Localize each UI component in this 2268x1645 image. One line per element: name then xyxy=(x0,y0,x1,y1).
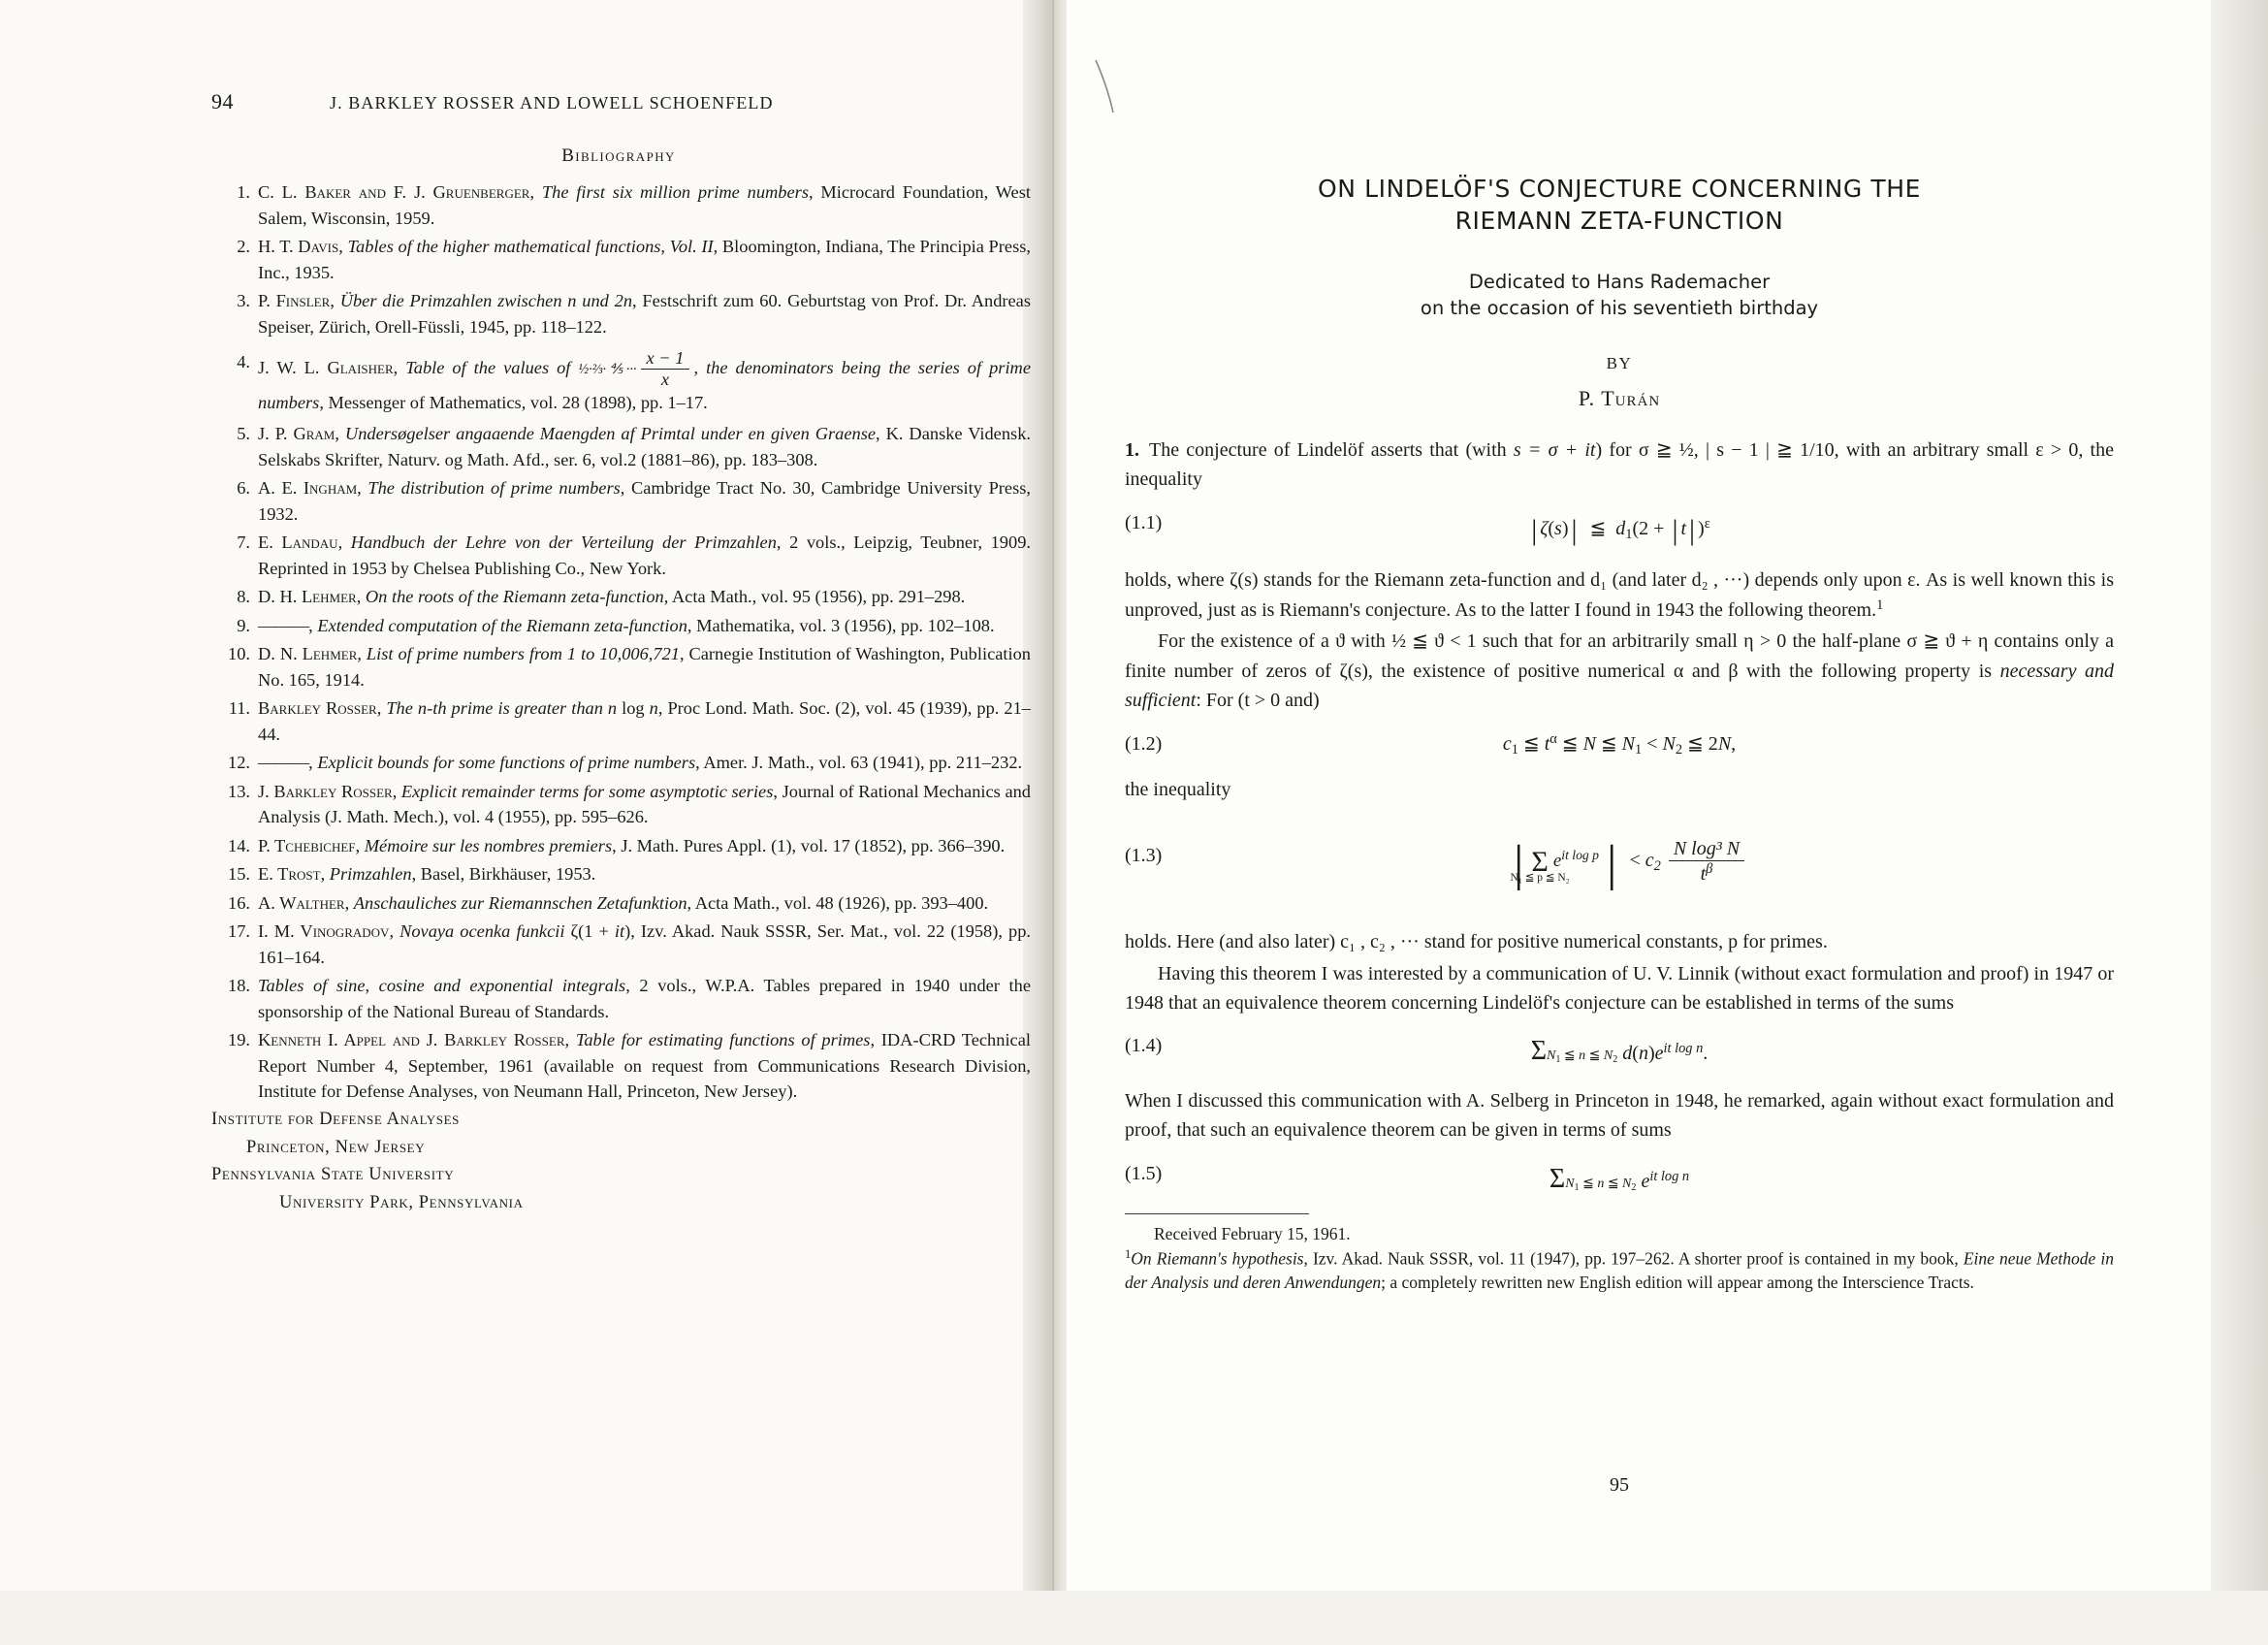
bibliography-entry: 9. ———, Extended computation of the Riemann zeta-function, Mathematika, vol. 3 (1956), pp. 102–108. xyxy=(211,613,1031,639)
bibliography-entry: 16. A. Walther, Anschauliches zur Riemannschen Zetafunktion, Acta Math., vol. 48 (1926), pp. 393–400. xyxy=(211,890,1031,917)
dedication-line2: on the occasion of his seventieth birthday xyxy=(1420,296,1819,319)
bibliography-entry-title-cont: , the denominators being the series of prime numbers xyxy=(258,358,1032,412)
bibliography-entry: 11. Barkley Rosser, The n-th prime is greater than n log n, Proc Lond. Math. Soc. (2), vol. 45 (1939), pp. 21–44. xyxy=(211,695,1031,747)
equation-1-5-body: $\Sigma N_1$ ≦ n ≦ $N_2$ $e^{it log n}$ xyxy=(1549,1163,1690,1194)
equation-1-3-fraction xyxy=(1669,838,1744,885)
page-number-left: 94 xyxy=(211,89,234,113)
equation-1-2-tag: (1.2) xyxy=(1125,732,1163,755)
bibliography-entry: 2. H. T. Davis, Tables of the higher mathematical functions, Vol. II, Bloomington, Indiana, The Principia Press, Inc., 1935. xyxy=(211,234,1031,285)
paragraph-1-text-a: The conjecture of Lindelöf asserts that (with xyxy=(1149,439,1507,462)
summation-limits: N₁ ≦ p ≦ N₂ xyxy=(1510,871,1570,884)
by-label: BY xyxy=(1606,353,1633,372)
affiliation-line: Institute for Defense Analyses xyxy=(211,1110,460,1129)
footnote-1-mark: 1 xyxy=(1125,1247,1132,1262)
article-title-line1: ON LINDELÖF'S CONJECTURE CONCERNING THE xyxy=(1317,175,1922,203)
paragraph-1-text-b: ) for σ ≧ ½, | s − 1 | ≧ 1/10, with an arbitrary small ε > 0, the inequality xyxy=(1125,439,2114,491)
bibliography-entry-number: 17. xyxy=(228,921,250,942)
bibliography-entry-4: 4. J. W. L. Glaisher, Table of the values of ½·⅔·⅘··· $\frac{x - 1}{x}$ , the denominators being the series of prime numbers, Messenger of Mathematics, vol. 28 (1898), pp. 1–17. xyxy=(211,349,1031,415)
paragraph-3-italic: necessary and sufficient xyxy=(1125,660,2115,712)
page-number-right: 95 xyxy=(1610,1474,1629,1496)
article-column xyxy=(1125,173,2114,1295)
paragraph-4: the inequality xyxy=(1125,778,1231,800)
bibliography-list xyxy=(211,179,1031,1108)
footnote-1-rest: , Izv. Akad. Nauk SSSR, vol. 11 (1947), pp. 197–262. A shorter proof is contained in my book, xyxy=(1303,1248,1964,1269)
gutter-crease xyxy=(1052,0,1054,1591)
section-number: 1. xyxy=(1125,439,1139,462)
bibliography-entry-number: 3. xyxy=(237,291,250,310)
affiliation-line: University Park, Pennsylvania xyxy=(279,1193,524,1213)
bibliography-entry: 5. J. P. Gram, Undersøgelser angaaende Maengden af Primtal under en given Graense, K. Danske Vidensk. Selskabs Skrifter, Naturv. og Math. Afd., ser. 6, vol.2 (1881–86), pp. 183–308. xyxy=(211,421,1031,472)
equation-1-2 xyxy=(1125,729,2114,761)
bibliography-entry-number: 4. xyxy=(237,352,250,371)
equation-1-4-body: $\Sigma N_1$ ≦ n ≦ $N_2$ $d(n)e^{it log n}$. xyxy=(1530,1036,1709,1067)
summation-symbol: Σ N₁ ≦ p ≦ N₂ xyxy=(1510,845,1570,884)
footnote-1 xyxy=(1125,1246,2114,1295)
bibliography-entry-number: 10. xyxy=(228,644,250,664)
paragraph-6: Having this theorem I was interested by a communication of U. V. Linnik (without exact formulation and proof) in 1947 or 1948 that an equivalence theorem concerning Lindelöf's conjecture can be established in terms of the sums xyxy=(1125,962,2114,1014)
author-affiliation-block xyxy=(211,1106,524,1217)
bibliography-entry-number: 6. xyxy=(237,478,250,499)
bibliography-heading: Bibliography xyxy=(561,145,676,166)
bibliography-entry: 19. Kenneth I. Appel and J. Barkley Rosser, Table for estimating functions of primes, IDA-CRD Technical Report Number 4, September, 1961 (available on request from Communications Research Division, Institute for Defense Analyses, von Neumann Hall, Princeton, New Jersey). xyxy=(211,1027,1031,1105)
equation-1-1-body: | ζ(s) | ≦ $d_1(2$ + | t | )$^\varepsilon$ xyxy=(1531,513,1710,546)
equation-1-4-tag: (1.4) xyxy=(1125,1035,1163,1057)
equation-1-3-constant: $c_2$ xyxy=(1645,850,1661,875)
equation-1-1-tag: (1.1) xyxy=(1125,511,1163,533)
equation-1-5 xyxy=(1125,1159,2114,1201)
dedication-line1: Dedicated to Hans Rademacher xyxy=(1468,271,1771,293)
equation-1-2-body: $c_1$ ≦ $t^\alpha$ ≦ N ≦ $N_1 < N_2$ ≦ 2N, xyxy=(1502,730,1737,758)
paragraph-7: When I discussed this communication with A. Selberg in Princeton in 1948, he remarked, again without exact formulation and proof, that such an equivalence theorem can be given in terms of sums xyxy=(1125,1089,2114,1142)
bibliography-entry-title: Table of the values of ½·⅔·⅘··· xyxy=(405,358,637,378)
bibliography-entry: 13. J. Barkley Rosser, Explicit remainder terms for some asymptotic series, Journal of Rational Mechanics and Analysis (J. Math. Mech.), vol. 4 (1955), pp. 595–626. xyxy=(211,779,1031,830)
bibliography-entry: 15. E. Trost, Primzahlen, Basel, Birkhäuser, 1953. xyxy=(211,861,1031,887)
bibliography-entry-number: 8. xyxy=(237,587,250,607)
fraction-denominator: x xyxy=(660,370,670,390)
affiliation-line: Pennsylvania State University xyxy=(211,1165,455,1185)
equation-1-4 xyxy=(1125,1031,2114,1073)
page-edge-shadow xyxy=(2211,0,2268,1645)
paragraph-2 xyxy=(1125,565,2114,625)
footnote-1-title: On Riemann's hypothesis xyxy=(1131,1248,1304,1269)
bibliography-entry: 10. D. N. Lehmer, List of prime numbers from 1 to 10,006,721, Carnegie Institution of Washington, Publication No. 165, 1914. xyxy=(211,641,1031,693)
bibliography-entry-number: 1. xyxy=(237,182,250,202)
equation-1-3-tag: (1.3) xyxy=(1125,845,1163,867)
bibliography-entry-number: 7. xyxy=(237,532,250,553)
fraction-numerator: x − 1 xyxy=(641,349,690,370)
paragraph-3-text: For the existence of a ϑ with ½ ≦ ϑ < 1 such that for an arbitrarily small η > 0 the half-plane σ ≧ ϑ + η contains only a finite number of zeros of ζ(s), the existence of positive numerical α and β with the following property is xyxy=(1125,630,2114,682)
fraction-numerator: N log³ N xyxy=(1669,838,1744,861)
bibliography-entry: 3. P. Finsler, Über die Primzahlen zwischen n und 2n, Festschrift zum 60. Geburtstag von Prof. Dr. Andreas Speiser, Zürich, Orell-Füssli, 1945, pp. 118–122. xyxy=(211,288,1031,339)
paragraph-1-math: s = σ + it xyxy=(1513,439,1596,462)
bibliography-entry: 18. Tables of sine, cosine and exponential integrals, 2 vols., W.P.A. Tables prepared in 1940 under the sponsorship of the National Bureau of Standards. xyxy=(211,973,1031,1024)
paragraph-2-text: holds, where ζ(s) stands for the Riemann zeta-function and d₁ (and later d₂ , ···) depends only upon ε. As is well known this is unproved, just as is Riemann's conjecture. As to the latter I found in 1943 the following theorem. xyxy=(1125,569,2114,622)
equation-1-3 xyxy=(1125,825,2114,902)
bibliography-entry-author: J. W. L. Glaisher xyxy=(258,358,394,378)
bibliography-entry-number: 2. xyxy=(237,237,250,256)
bibliography-entry-number: 5. xyxy=(237,424,250,444)
bibliography-entry-number: 14. xyxy=(228,835,250,855)
equation-1-1 xyxy=(1125,508,2114,553)
bibliography-entry: 7. E. Landau, Handbuch der Lehre von der Verteilung der Primzahlen, 2 vols., Leipzig, Teubner, 1909. Reprinted in 1953 by Chelsea Publishing Co., New York. xyxy=(211,530,1031,581)
bibliography-entry: 14. P. Tchebichef, Mémoire sur les nombres premiers, J. Math. Pures Appl. (1), vol. 17 (1852), pp. 366–390. xyxy=(211,833,1031,859)
article-author: P. Turán xyxy=(1578,385,1661,410)
paragraph-3 xyxy=(1125,627,2114,715)
bibliography-entry-number: 12. xyxy=(228,753,250,773)
bibliography-entry: 1. C. L. Baker and F. J. Gruenberger, The first six million prime numbers, Microcard Foundation, West Salem, Wisconsin, 1959. xyxy=(211,179,1031,231)
footnotes xyxy=(1125,1222,2114,1295)
bibliography-entry: 12. ———, Explicit bounds for some functions of prime numbers, Amer. J. Math., vol. 63 (1941), pp. 211–232. xyxy=(211,750,1031,776)
bibliography-entry-number: 13. xyxy=(228,781,250,801)
bibliography-entry-number: 16. xyxy=(228,892,250,913)
inline-fraction xyxy=(641,349,690,390)
bibliography-entry-number: 18. xyxy=(228,976,250,996)
paragraph-5: holds. Here (and also later) c₁ , c₂ , ··· stand for positive numerical constants, p for primes. xyxy=(1125,931,1828,953)
bibliography-entry-number: 15. xyxy=(228,864,250,885)
article-title-line2: RIEMANN ZETA-FUNCTION xyxy=(1454,207,1784,235)
bibliography-entry-number: 9. xyxy=(237,615,250,635)
article-title xyxy=(1125,173,2114,237)
fraction-denominator: $t^\beta$ xyxy=(1700,861,1713,886)
bibliography-entry-source: , Messenger of Mathematics, vol. 28 (1898), pp. 1–17. xyxy=(319,392,708,412)
bibliography-entry: 17. I. M. Vinogradov, Novaya ocenka funkcii ζ(1 + it), Izv. Akad. Nauk SSSR, Ser. Mat., vol. 22 (1958), pp. 161–164. xyxy=(211,919,1031,970)
bibliography-entry-number: 11. xyxy=(228,698,250,719)
footnote-1-tail: ; a completely rewritten new English edition will appear among the Interscience Tracts. xyxy=(1381,1273,1974,1293)
equation-1-5-tag: (1.5) xyxy=(1125,1162,1163,1184)
footnote-separator xyxy=(1125,1213,1309,1214)
received-date: Received February 15, 1961. xyxy=(1154,1224,1351,1244)
affiliation-line: Princeton, New Jersey xyxy=(246,1137,426,1157)
bibliography-entry-number: 19. xyxy=(228,1030,250,1050)
dedication xyxy=(1125,270,2114,322)
paragraph-3-tail: : For (t > 0 and) xyxy=(1196,690,1320,712)
running-head-left: J. BARKLEY ROSSER AND LOWELL SCHOENFELD xyxy=(330,93,774,113)
paragraph-1 xyxy=(1125,435,2114,495)
bibliography-entry: 8. D. H. Lehmer, On the roots of the Riemann zeta-function, Acta Math., vol. 95 (1956), pp. 291–298. xyxy=(211,584,1031,610)
bibliography-entry: 6. A. E. Ingham, The distribution of prime numbers, Cambridge Tract No. 30, Cambridge University Press, 1932. xyxy=(211,475,1031,527)
footnote-ref-1: 1 xyxy=(1876,597,1884,613)
footnote-1-book: Eine neue Methode in der Analysis und deren Anwendungen xyxy=(1125,1248,2115,1293)
equation-1-3-body: | Σ N₁ ≦ p ≦ N₂ $e^{it log p}$ | < $c_2$ $\frac{\text{N log³ N}}{t^\beta}$ xyxy=(1125,825,2114,902)
page-bottom-edge xyxy=(0,1591,2268,1645)
